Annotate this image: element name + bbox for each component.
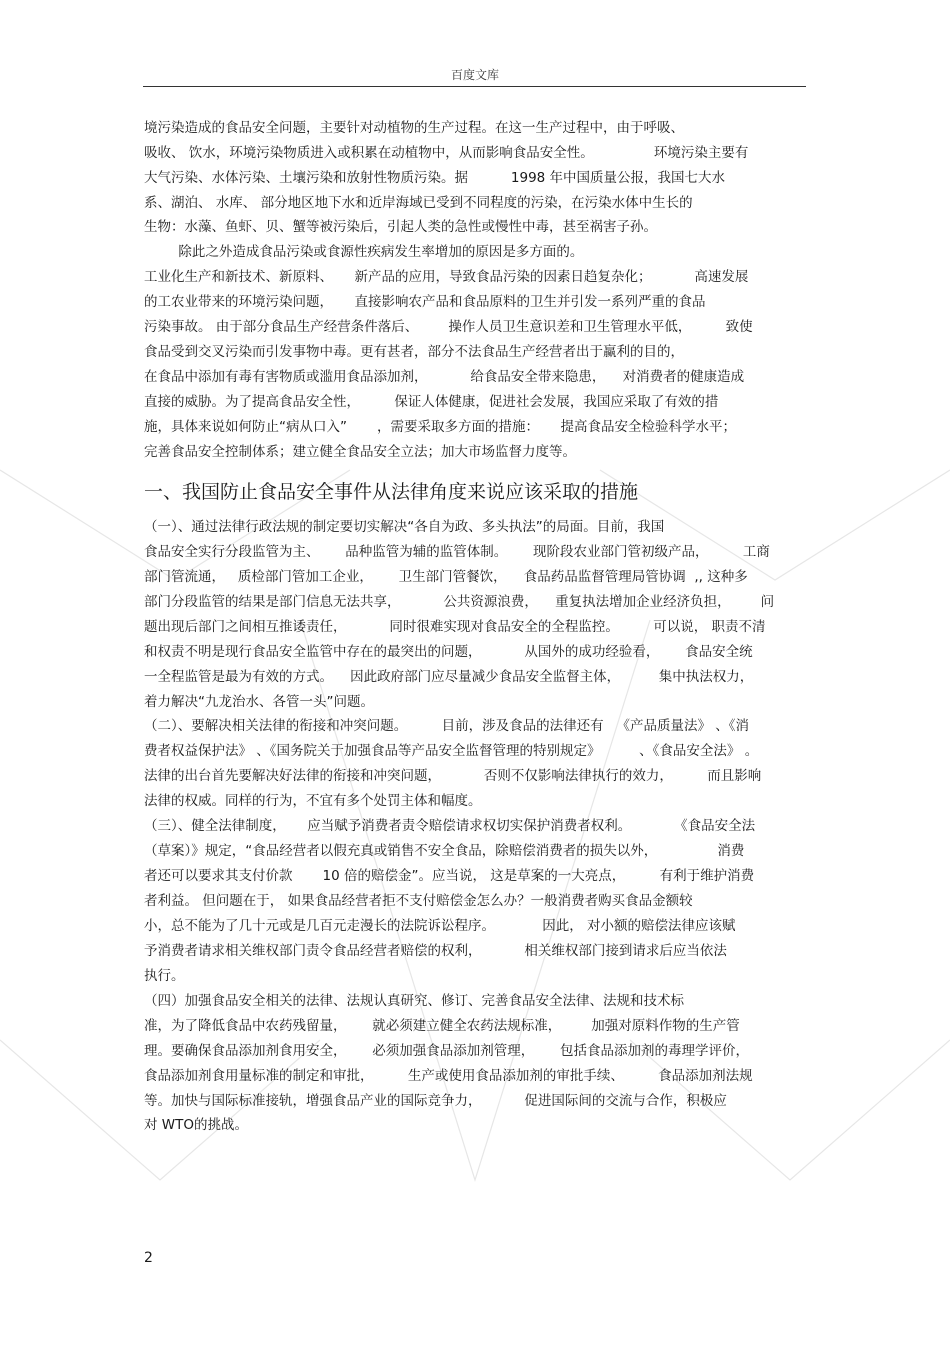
text-line: 费者权益保护法》 、《国务院关于加强食品等产品安全监督管理的特别规定》 、《食品安全法》 。 — [144, 743, 759, 759]
text-line: 者还可以要求其支付价款 10 倍的赔偿金”。应当说， 这是草案的一大亮点， 有利于维护消费 — [144, 868, 755, 884]
text-line: 部门管流通， 质检部门管加工企业， 卫生部门管餐饮， 食品药品监督管理局管协调 ,, 这种多 — [144, 569, 748, 585]
text-line: 工业化生产和新技术、新原料、 新产品的应用，导致食品污染的因素日趋复杂化； 高速发展 — [144, 269, 749, 285]
text-line: 予消费者请求相关维权部门责令食品经营者赔偿的权利， 相关维权部门接到请求后应当依法 — [144, 943, 727, 959]
page-header: 百度文库 — [450, 68, 499, 82]
text-line: 在食品中添加有毒有害物质或滥用食品添加剂， 给食品安全带来隐患， 对消费者的健康造成 — [144, 369, 745, 385]
text-line: （二）、要解决相关法律的衔接和冲突问题。 目前，涉及食品的法律还有 《产品质量法》 、《消 — [144, 718, 749, 734]
header-divider — [143, 86, 806, 87]
text-line: 除此之外造成食品污染或食源性疾病发生率增加的原因是多方面的。 — [144, 244, 584, 260]
text-line: （四）加强食品安全相关的法律、法规认真研究、修订、完善食品安全法律、法规和技术标 — [144, 993, 684, 1009]
text-line: 食品受到交叉污染而引发事物中毒。更有甚者，部分不法食品生产经营者出于赢利的目的， — [144, 344, 684, 360]
text-line: 食品添加剂食用量标准的制定和审批， 生产或使用食品添加剂的审批手续、 食品添加剂法规 — [144, 1068, 753, 1084]
text-line: 对 WTO的挑战。 — [144, 1117, 249, 1133]
text-line: 境污染造成的食品安全问题，主要针对动植物的生产过程。在这一生产过程中，由于呼吸、 — [144, 120, 684, 136]
watermark-chevron-right-bottom — [630, 1040, 950, 1180]
section-heading: 一、我国防止食品安全事件从法律角度来说应该采取的措施 — [144, 481, 639, 503]
text-line: 准，为了降低食品中农药残留量， 就必须建立健全农药法规标准， 加强对原料作物的生产管 — [144, 1018, 740, 1034]
text-line: （三）、健全法律制度， 应当赋予消费者责令赔偿请求权切实保护消费者权利。 《食品安全法 — [144, 818, 756, 834]
text-line: 一全程监管是最为有效的方式。 因此政府部门应尽量减少食品安全监督主体， 集中执法权力， — [144, 669, 754, 685]
text-line: 生物：水藻、鱼虾、贝、蟹等被污染后，引起人类的急性或慢性中毒，甚至祸害子孙。 — [144, 219, 657, 235]
text-line: （一）、通过法律行政法规的制定要切实解决“各自为政、多头执法”的局面。目前，我国 — [144, 519, 665, 535]
text-line: 食品安全实行分段监管为主、 品种监管为辅的监管体制。 现阶段农业部门管初级产品， 工商 — [144, 544, 770, 560]
text-line: 等。加快与国际标准接轨，增强食品产业的国际竞争力， 促进国际间的交流与合作，积极应 — [144, 1093, 727, 1109]
text-line: 施，具体来说如何防止“病从口入” ，需要采取多方面的措施： 提高食品安全检验科学水平； — [144, 419, 736, 435]
text-line: 和权责不明是现行食品安全监管中存在的最突出的问题， 从国外的成功经验看， 食品安全统 — [144, 644, 753, 660]
text-line: 大气污染、水体污染、土壤污染和放射性物质污染。据 1998 年中国质量公报，我国七大水 — [144, 170, 726, 186]
text-line: 执行。 — [144, 968, 185, 984]
text-line: 完善食品安全控制体系；建立健全食品安全立法；加大市场监督力度等。 — [144, 444, 576, 460]
text-line: 小，总不能为了几十元或是几百元走漫长的法院诉讼程序。 因此， 对小额的赔偿法律应该赋 — [144, 918, 736, 934]
text-line: 法律的权威。同样的行为，不宜有多个处罚主体和幅度。 — [144, 793, 482, 809]
text-line: （草案）》规定，“食品经营者以假充真或销售不安全食品，除赔偿消费者的损失以外， 消费 — [144, 843, 745, 859]
text-line: 系、湖泊、 水库、 部分地区地下水和近岸海域已受到不同程度的污染，在污染水体中生长的 — [144, 195, 693, 211]
text-line: 者利益。 但问题在于， 如果食品经营者拒不支付赔偿金怎么办？一般消费者购买食品金额较 — [144, 893, 693, 909]
text-line: 吸收、 饮水，环境污染物质进入或积累在动植物中，从而影响食品安全性。 环境污染主要有 — [144, 145, 749, 161]
text-line: 的工农业带来的环境污染问题， 直接影响农产品和食品原料的卫生并引发一系列严重的食品 — [144, 294, 706, 310]
text-line: 部门分段监管的结果是部门信息无法共享， 公共资源浪费， 重复执法增加企业经济负担， 问 — [144, 594, 775, 610]
text-line: 法律的出台首先要解决好法律的衔接和冲突问题， 否则不仅影响法律执行的效力， 而且影响 — [144, 768, 762, 784]
text-line: 题出现后部门之间相互推诿责任， 同时很难实现对食品安全的全程监控。 可以说， 职责不清 — [144, 619, 766, 635]
text-line: 直接的威胁。为了提高食品安全性， 保证人体健康，促进社会发展，我国应采取了有效的措 — [144, 394, 719, 410]
text-line: 着力解决“九龙治水、各管一头”问题。 — [144, 694, 374, 710]
page-number: 2 — [144, 1250, 153, 1266]
watermark-chevron-left-bottom — [0, 1040, 320, 1180]
text-line: 理。要确保食品添加剂食用安全， 必须加强食品添加剂管理， 包括食品添加剂的毒理学评价， — [144, 1043, 749, 1059]
text-line: 污染事故。 由于部分食品生产经营条件落后、 操作人员卫生意识差和卫生管理水平低， 致使 — [144, 319, 753, 335]
